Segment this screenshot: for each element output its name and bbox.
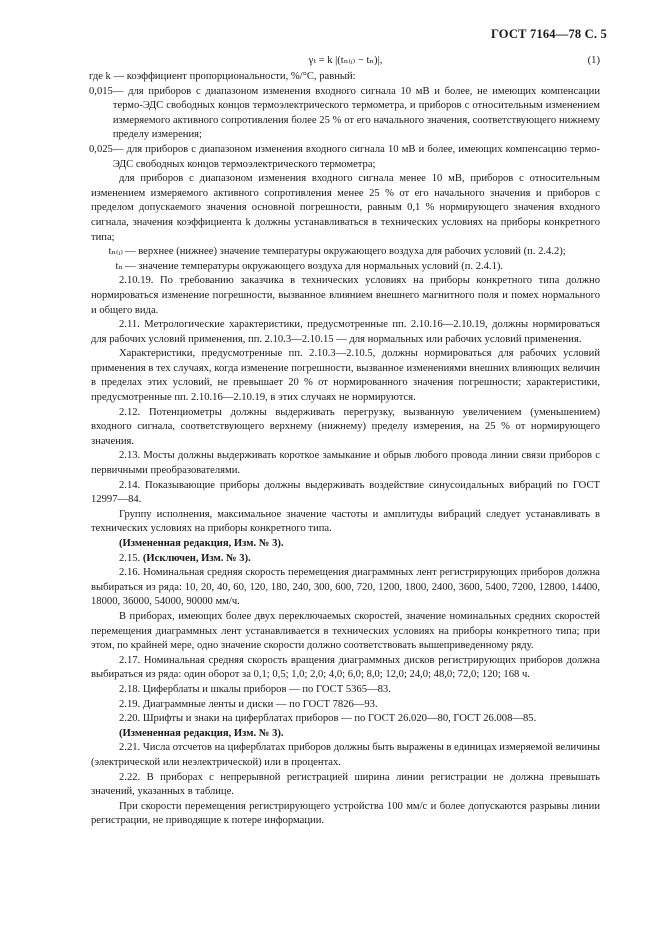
coef-item-0025 [89, 143, 600, 172]
formula-number: (1) [587, 55, 600, 66]
clause-2-11-characteristics: Характеристики, предусмотренные пп. 2.10.3—2.10.5, должны нормироваться для рабочих условий применения в тех случаях, когда изменение погрешности, вызванное изменениями внешних влияющих величин в пределах этих условий, не превышает 20 % от нормированного значения погрешности; характеристики, предусмотренные пп. 2.10.16—2.10.19, в этих случаях не нормируются. [91, 348, 600, 404]
variable-text: — значение температуры окружающего воздуха для нормальных условий (п. 2.4.1). [125, 260, 504, 272]
clause-2-14: 2.14. Показывающие приборы должны выдерживать воздействие синусоидальных вибраций по ГОСТ 12997—84. [91, 479, 600, 506]
formula-1 [91, 54, 600, 70]
clause-2-16-speeds: В приборах, имеющих более двух переключаемых скоростей, значение номинальных средних скоростей перемещения диаграммных лент устанавливается в технических условиях на приборы конкретного типа; при этом, по крайней мере, одно значение скорости должно соответствовать вышеприведенному ряду. [91, 610, 600, 652]
revision-note: (Измененная редакция, Изм. № 3). [119, 727, 284, 739]
clause-2-15 [91, 552, 600, 567]
clause-2-19: 2.19. Диаграммные ленты и диски — по ГОСТ 7826—93. [119, 698, 378, 710]
variable-text: — верхнее (нижнее) значение температуры окружающего воздуха для рабочих условий (п. 2.4.2); [125, 246, 566, 258]
coef-value: 0,025 [89, 143, 113, 155]
variable-symbol: tₙ₍ᵢ₎ [108, 246, 123, 258]
variable-item-t-normal [91, 260, 600, 275]
clause-2-16: 2.16. Номинальная средняя скорость перемещения диаграммных лент регистрирующих приборов должна выбираться из ряда: 10, 20, 40, 60, 120, 180, 240, 300, 600, 720, 1200, 1800, 2400, 3600, 5400, 7200, 12800, 14400, 18000, 36000, 54000, 90000 мм/ч. [91, 567, 600, 608]
coef-text: — для приборов с диапазоном изменения входного сигнала 10 мВ и более, имеющих компенсацию термо-ЭДС свободных концов термоэлектрического термометра; [112, 143, 600, 170]
variable-item-t-upper [91, 245, 600, 260]
clause-2-14-group: Группу исполнения, максимальное значение частоты и амплитуды вибраций следует устанавливать в технических условиях на приборы конкретного типа. [91, 508, 600, 535]
clause-2-12: 2.12. Потенциометры должны выдерживать перегрузку, вызванную увеличением (уменьшением) входного сигнала, соответствующего верхнему (нижнему) пределу измерения, на 25 % от нормирующего значения. [91, 406, 600, 447]
clause-2-21: 2.21. Числа отсчетов на циферблатах приборов должны быть выражены в единицах измеряемой величины (электрической или неэлектрической) или в процентах. [91, 742, 600, 768]
paragraph-small-range: для приборов с диапазоном изменения входного сигнала менее 10 мВ, приборов с относительным изменением измеряемого активного сопротивления менее 25 % от его начального значения и приборов с пределом допускаемого значения основной погрешности, равным 0,1 % нормирующего значения входного сигнала, значения коэффициента k должны устанавливаться в технических условиях на приборы конкретного типа; [91, 173, 600, 243]
clause-2-22: 2.22. В приборах с непрерывной регистрацией ширина линии регистрации не должна превышать значений, указанных в таблице. [91, 771, 600, 798]
coef-value: 0,015 [89, 85, 113, 97]
clause-2-17: 2.17. Номинальная средняя скорость вращения диаграммных дисков регистрирующих приборов должна выбираться из ряда: один оборот за 0,1; 0,5; 1,0; 2,0; 4,0; 6,0; 8,0; 12,0; 24,0; 48,0; 72,0; 120; 168 ч. [91, 654, 600, 681]
clause-2-11: 2.11. Метрологические характеристики, предусмотренные пп. 2.10.16—2.10.19, должны нормироваться для рабочих условий применения, пп. 2.10.3—2.10.15 — для нормальных или рабочих условий применения. [91, 319, 600, 345]
clause-2-22-speed: При скорости перемещения регистрирующего устройства 100 мм/с и более допускаются разрывы линии регистрации, не приводящие к потере информации. [91, 800, 600, 827]
clause-number: 2.15. [119, 552, 143, 564]
clause-2-13: 2.13. Мосты должны выдерживать короткое замыкание и обрыв любого провода линии связи приборов с первичными преобразователями. [91, 450, 600, 477]
clause-excluded-note: (Исключен, Изм. № 3). [142, 552, 251, 564]
clause-2-10-19: 2.10.19. По требованию заказчика в технических условиях на приборы конкретного типа должно нормироваться изменение погрешности, вызванное влиянием внешнего магнитного поля и помех нормального и общего вида. [91, 275, 600, 316]
where-line: где k — коэффициент пропорциональности, %/°С, равный: [89, 71, 356, 82]
coef-item-0015 [89, 85, 600, 143]
variable-symbol: tₙ [115, 260, 123, 272]
clause-2-18: 2.18. Циферблаты и шкалы приборов — по ГОСТ 5365—83. [119, 683, 391, 695]
coef-text: — для приборов с диапазоном изменения входного сигнала 10 мВ и более, не имеющих компенсации термо-ЭДС свободных концов термоэлектрического термометра, и приборов с относительным изменением измеряемого активного сопротивления более 25 % от его начального значения, соответствующего нижнему пределу измерения; [112, 85, 600, 141]
page-header: ГОСТ 7164—78 С. 5 [490, 27, 607, 41]
revision-note: (Измененная редакция, Изм. № 3). [119, 538, 284, 549]
formula-expression: γₜ = k |(tₙ₍ᵢ₎ − tₙ)|, [308, 55, 383, 66]
document-body [91, 54, 600, 829]
clause-2-20: 2.20. Шрифты и знаки на циферблатах приборов — по ГОСТ 26.020—80, ГОСТ 26.008—85. [119, 713, 537, 725]
